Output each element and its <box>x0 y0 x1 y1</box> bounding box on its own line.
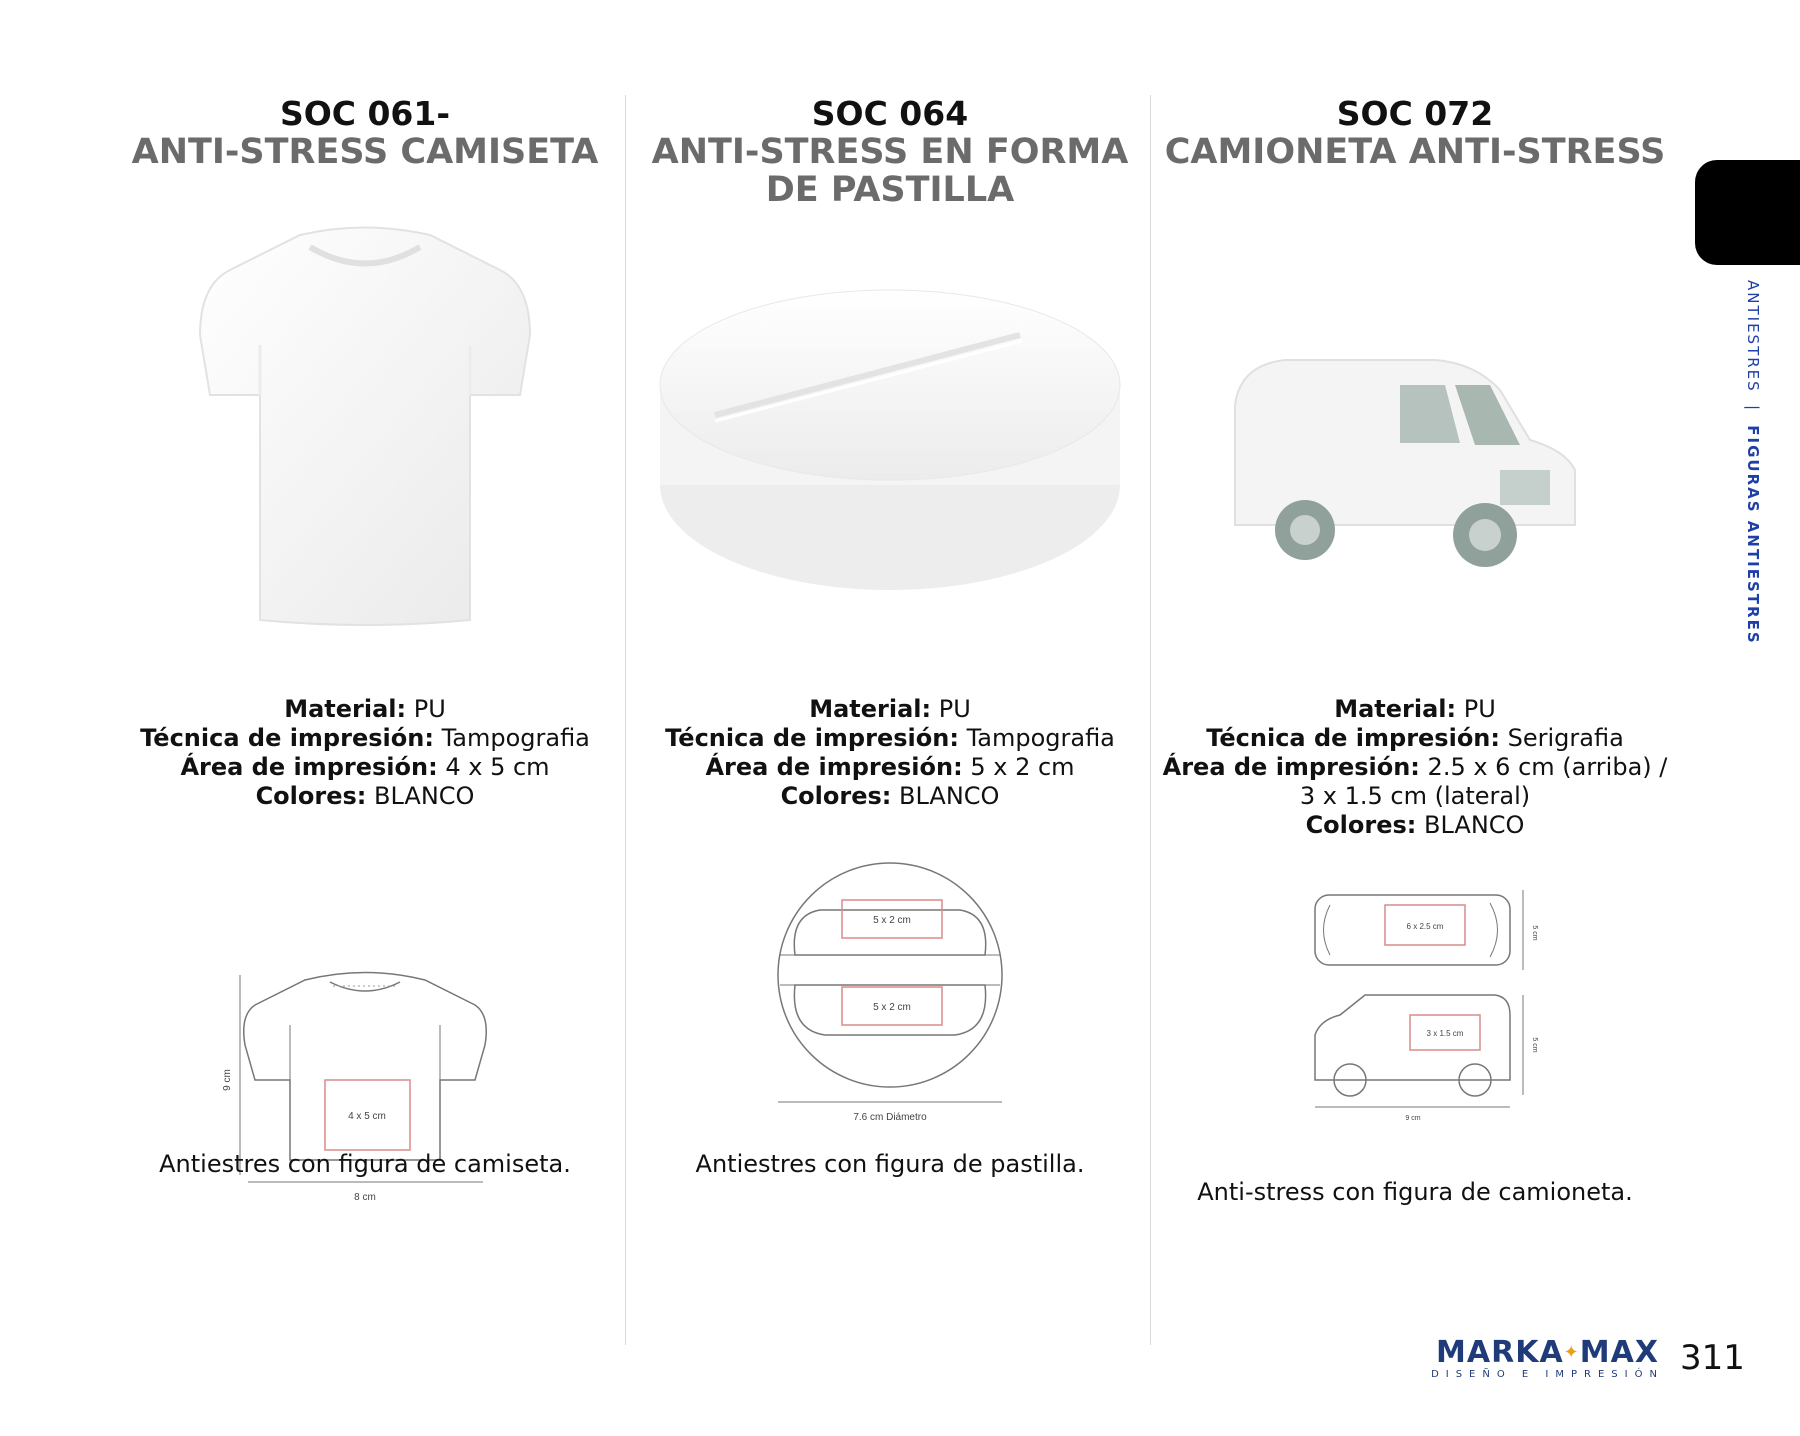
print-area-label: 4 x 5 cm <box>348 1111 386 1122</box>
product-specs <box>105 695 625 811</box>
tshirt-image <box>105 225 625 645</box>
brand-tagline: DISEÑO E IMPRESIÓN <box>1431 1369 1664 1380</box>
separator: | <box>1744 405 1762 413</box>
pill-photo <box>630 275 1150 615</box>
pill-image <box>630 275 1150 615</box>
spec-material: Material: PU <box>1334 695 1496 723</box>
product-description: Anti-stress con figura de camioneta. <box>1197 1178 1633 1206</box>
product-code: SOC 072 <box>1336 94 1494 133</box>
product-soc-072 <box>1155 95 1675 1345</box>
product-description: Antiestres con figura de pastilla. <box>695 1150 1085 1178</box>
product-specs <box>630 695 1150 811</box>
page-number: 311 <box>1680 1338 1745 1378</box>
category-label: ANTIESTRES <box>1744 280 1762 393</box>
product-name: ANTI-STRESS CAMISETA <box>131 132 599 172</box>
brand-name-left: MARKA <box>1436 1335 1564 1370</box>
spec-colors: Colores: BLANCO <box>1305 811 1525 839</box>
length-label: 9 cm <box>1405 1115 1421 1122</box>
brand-logo <box>1425 1337 1670 1381</box>
print-area-bottom-label: 5 x 2 cm <box>873 1002 911 1013</box>
van-photo <box>1155 335 1675 575</box>
column-divider <box>1150 95 1151 1345</box>
spec-print-area: Área de impresión: 5 x 2 cm <box>705 753 1075 781</box>
height-side-label: 5 cm <box>1531 1037 1538 1053</box>
section-side-label <box>1732 280 1762 645</box>
section-tab <box>1695 160 1800 265</box>
diameter-label: 7.6 cm Diámetro <box>853 1112 927 1123</box>
tshirt-photo <box>105 225 625 645</box>
spec-material: Material: PU <box>809 695 971 723</box>
height-label: 9 cm <box>222 1069 233 1091</box>
spec-technique: Técnica de impresión: Tampografia <box>665 724 1115 752</box>
spec-print-area: Área de impresión: 4 x 5 cm <box>180 753 550 781</box>
spec-technique: Técnica de impresión: Serigrafia <box>1206 724 1624 752</box>
spec-colors: Colores: BLANCO <box>780 782 1000 810</box>
spec-colors: Colores: BLANCO <box>255 782 475 810</box>
brand-name-right: MAX <box>1579 1335 1659 1370</box>
product-code: SOC 064 <box>811 94 969 133</box>
column-divider <box>625 95 626 1345</box>
print-area-side-label: 3 x 1.5 cm <box>1426 1029 1464 1038</box>
spec-technique: Técnica de impresión: Tampografia <box>140 724 590 752</box>
star-icon: ✦ <box>1563 1342 1580 1363</box>
height-top-label: 5 cm <box>1531 925 1538 941</box>
print-area-top-label: 5 x 2 cm <box>873 915 911 926</box>
print-area-top-label: 6 x 2.5 cm <box>1406 922 1444 931</box>
product-soc-061 <box>105 95 625 1345</box>
product-name: ANTI-STRESS EN FORMA DE PASTILLA <box>651 132 1129 210</box>
width-label: 8 cm <box>354 1192 376 1203</box>
spec-print-area: Área de impresión: 2.5 x 6 cm (arriba) / 3 x 1.5 cm (lateral) <box>1162 753 1668 810</box>
product-soc-064 <box>630 95 1150 1345</box>
product-description: Antiestres con figura de camiseta. <box>159 1150 571 1178</box>
product-name: CAMIONETA ANTI-STRESS <box>1164 132 1666 172</box>
section-label: FIGURAS ANTIESTRES <box>1744 425 1762 645</box>
van-image <box>1155 335 1675 575</box>
product-specs <box>1155 695 1675 840</box>
product-code: SOC 061- <box>279 94 451 133</box>
spec-material: Material: PU <box>284 695 446 723</box>
